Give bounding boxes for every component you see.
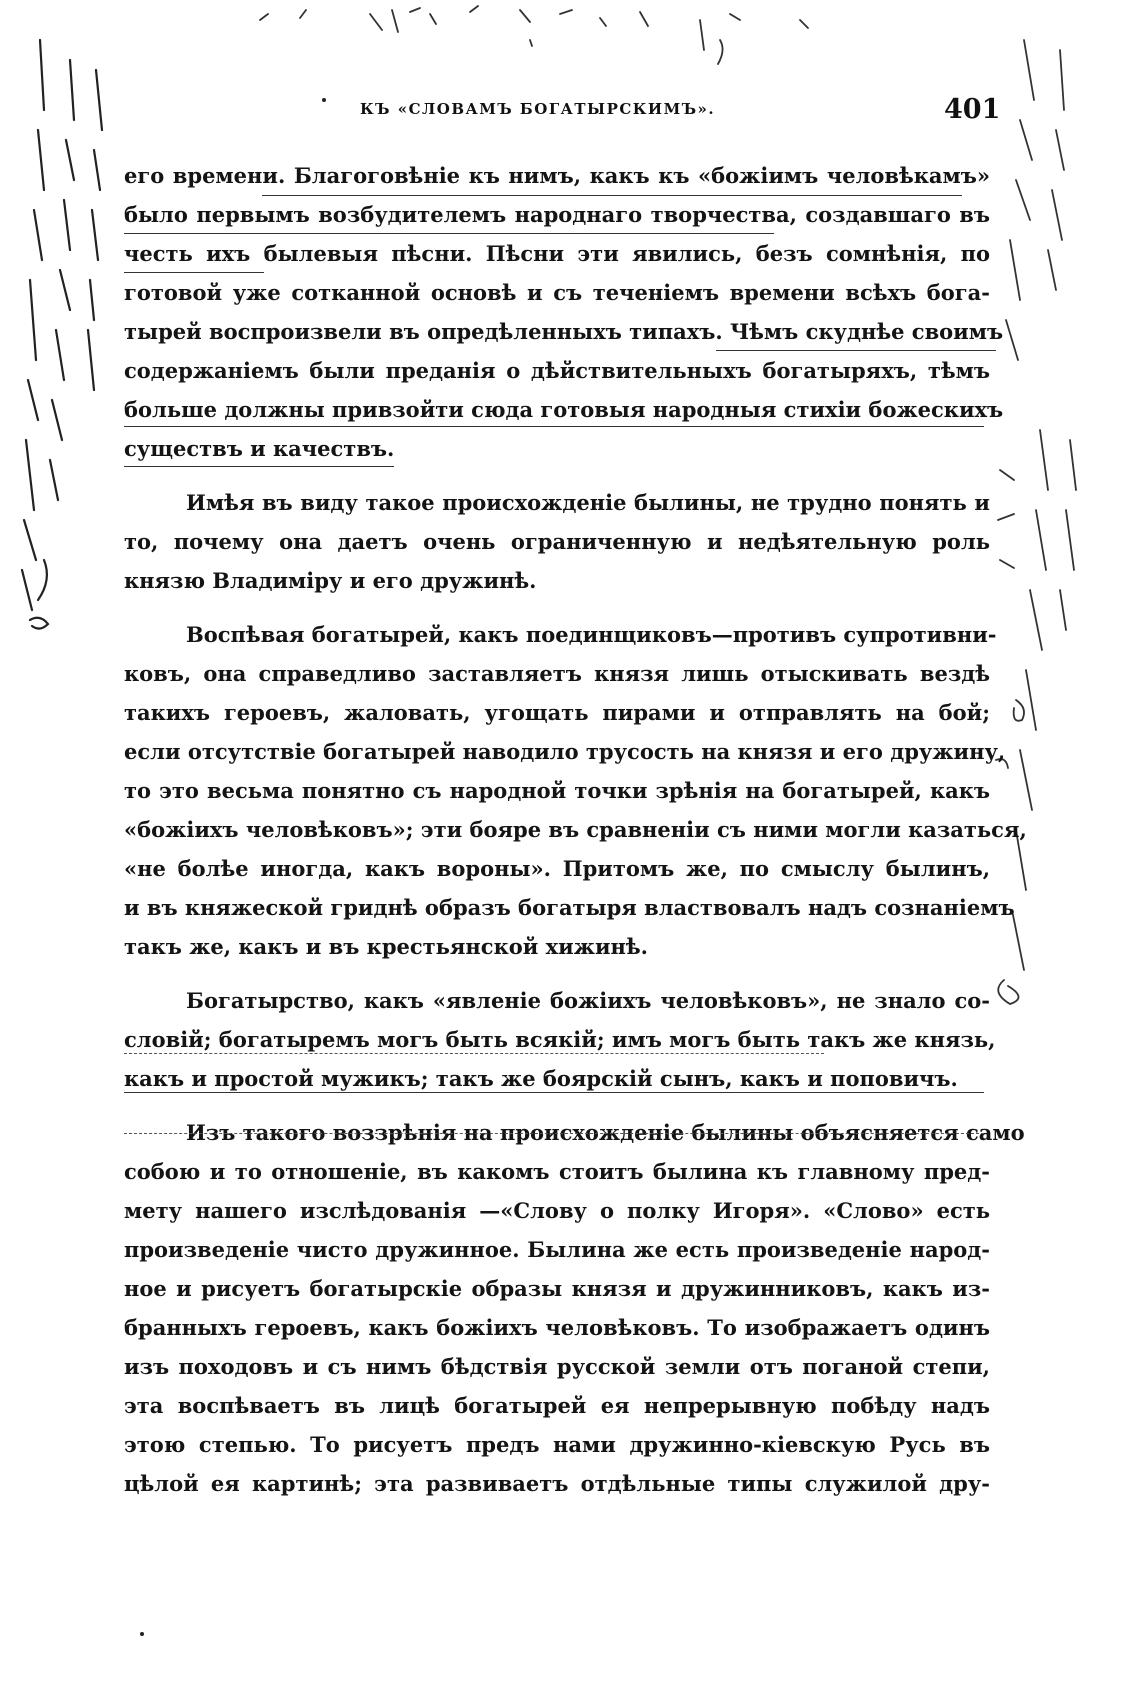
pencil-underline — [124, 466, 394, 467]
text-line: ное и рисуетъ богатырскіе образы князя и дружинниковъ, какъ из- — [124, 1276, 990, 1301]
text-line: ковъ, она справедливо заставляетъ князя лишь отыскивать вездѣ — [124, 661, 990, 686]
paragraph — [124, 1113, 1025, 1503]
text-line: содержаніемъ были преданія о дѣйствительныхъ богатыряхъ, тѣмъ — [124, 358, 990, 383]
text-line: Изъ такого воззрѣнія на происхожденіе былины объясняется само — [186, 1120, 1025, 1145]
text-line: то, почему она даетъ очень ограниченную и недѣятельную роль — [124, 529, 990, 554]
text-line: какъ и простой мужикъ; такъ же боярскій сынъ, какъ и поповичъ. — [124, 1066, 958, 1091]
pencil-underline — [124, 426, 984, 427]
paragraph — [124, 615, 1027, 966]
pencil-underline — [262, 195, 962, 196]
text-line: этою степью. То рисуетъ предъ нами дружинно-кіевскую Русь въ — [124, 1432, 990, 1457]
text-line: и въ княжеской гриднѣ образъ богатыря властвовалъ надъ сознаніемъ — [124, 895, 1015, 920]
text-line: Имѣя въ виду такое происхожденіе былины, не трудно понять и — [186, 490, 990, 515]
text-line: было первымъ возбудителемъ народнаго творчества, создавшаго въ — [124, 202, 990, 227]
text-line: честь ихъ былевыя пѣсни. Пѣсни эти явились, безъ сомнѣнія, по — [124, 241, 990, 266]
text-line: словій; богатыремъ могъ быть всякій; имъ могъ быть такъ же князь, — [124, 1027, 996, 1052]
text-line: князю Владиміру и его дружинѣ. — [124, 568, 537, 593]
text-line: такихъ героевъ, жаловать, угощать пирами и отправлять на бой; — [124, 700, 990, 725]
pencil-underline — [124, 1133, 984, 1134]
text-line: бранныхъ героевъ, какъ божіихъ человѣковъ. То изображаетъ одинъ — [124, 1315, 990, 1340]
pencil-underline — [124, 1092, 984, 1093]
running-title: КЪ «СЛОВАМЪ БОГАТЫРСКИМЪ». — [360, 100, 716, 118]
text-line: «не болѣе иногда, какъ вороны». Притомъ же, по смыслу былинъ, — [124, 856, 990, 881]
text-line: такъ же, какъ и въ крестьянской хижинѣ. — [124, 934, 648, 959]
text-line: мету нашего изслѣдованія —«Слову о полку Игоря». «Слово» есть — [124, 1198, 990, 1223]
text-line: эта воспѣваетъ въ лицѣ богатырей ея непрерывную побѣду надъ — [124, 1393, 990, 1418]
text-line: произведеніе чисто дружинное. Былина же есть произведеніе народ- — [124, 1237, 990, 1262]
paragraph — [124, 483, 990, 600]
ink-speck — [140, 1632, 144, 1636]
paragraph — [124, 981, 996, 1098]
text-line: изъ походовъ и съ нимъ бѣдствія русской земли отъ поганой степи, — [124, 1354, 990, 1379]
text-line: готовой уже сотканной основѣ и съ теченіемъ времени всѣхъ бога- — [124, 280, 990, 305]
text-line: существъ и качествъ. — [124, 436, 395, 461]
text-line: Воспѣвая богатырей, какъ поединщиковъ—противъ супротивни- — [186, 622, 997, 647]
text-line: цѣлой ея картинѣ; эта развиваетъ отдѣльные типы служилой дру- — [124, 1471, 990, 1496]
text-line: то это весьма понятно съ народной точки зрѣнія на богатырей, какъ — [124, 778, 990, 803]
pencil-underline — [124, 233, 774, 234]
pencil-underline — [124, 272, 264, 273]
ink-speck — [322, 98, 326, 102]
text-line: больше должны привзойти сюда готовыя народныя стихіи божескихъ — [124, 397, 1004, 422]
pencil-underline — [716, 350, 996, 351]
text-line: его времени. Благоговѣніе къ нимъ, какъ къ «божіимъ человѣкамъ» — [124, 163, 990, 188]
pencil-underline — [124, 1053, 824, 1054]
text-line: собою и то отношеніе, въ какомъ стоитъ былина къ главному пред- — [124, 1159, 990, 1184]
text-line: «божіихъ человѣковъ»; эти бояре въ сравненіи съ ними могли казаться, — [124, 817, 1027, 842]
text-line: тырей воспроизвели въ опредѣленныхъ типахъ. Чѣмъ скуднѣе своимъ — [124, 319, 1004, 344]
text-line: если отсутствіе богатырей наводило трусость на князя и его дружину, — [124, 739, 1006, 764]
body-text — [124, 156, 1027, 1503]
paragraph — [124, 156, 1004, 468]
page-number: 401 — [944, 94, 1001, 125]
text-line: Богатырство, какъ «явленіе божіихъ человѣковъ», не знало со- — [186, 988, 990, 1013]
